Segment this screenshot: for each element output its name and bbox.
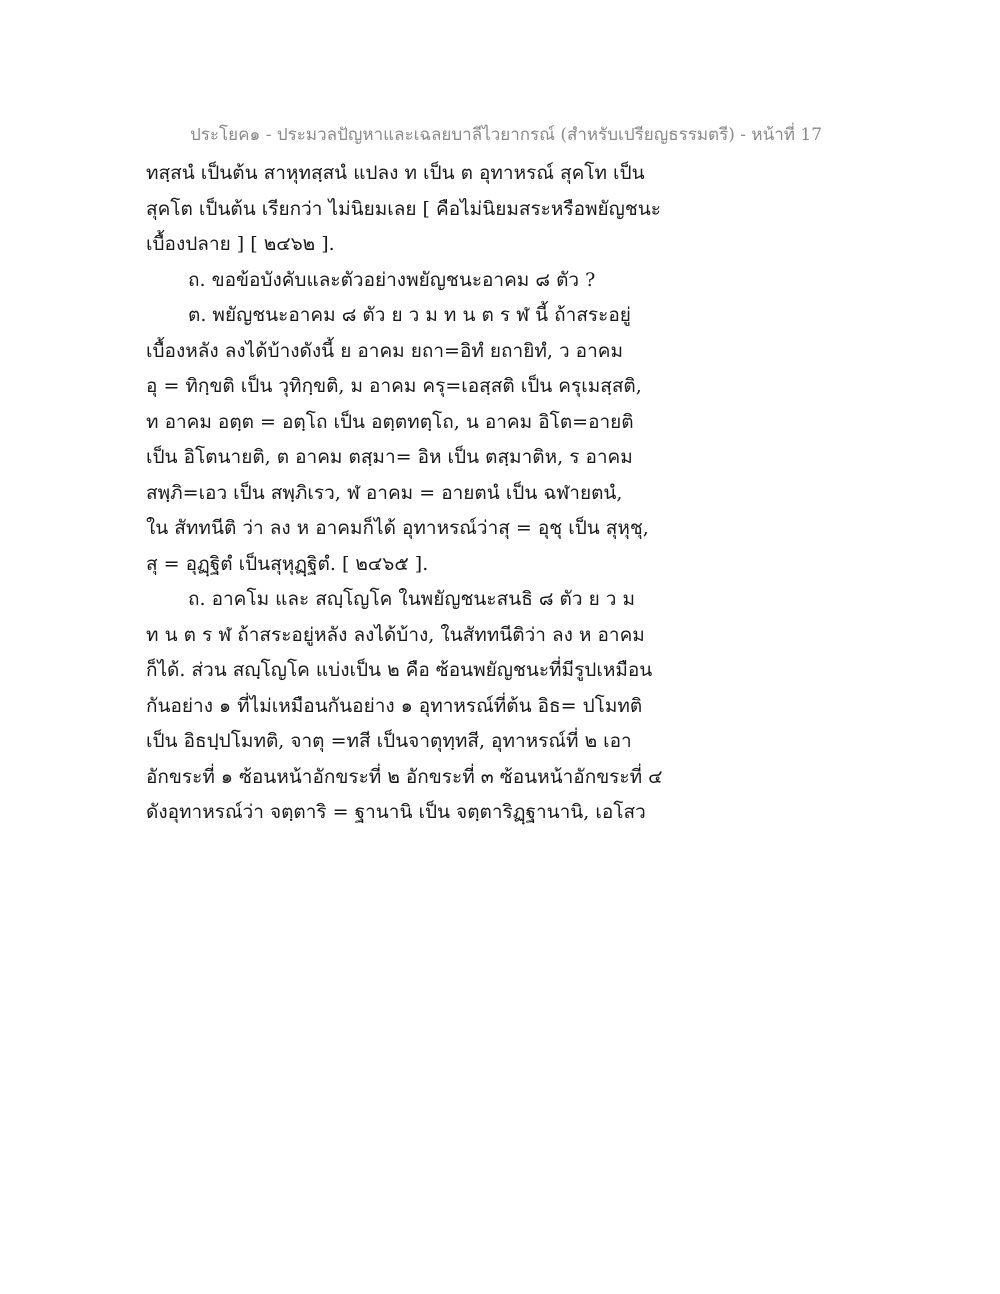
text-line	[146, 405, 706, 441]
text-line	[146, 689, 706, 725]
text-line-content: ถ. อาคโม และ สญฺโญโค ในพยัญชนะสนธิ ๘ ตัว ย ว ม	[188, 588, 635, 610]
text-line	[146, 511, 706, 547]
text-line-content: สพฺภิ=เอว เป็น สพฺภิเรว, ฬ อาคม = อายตนํ เป็น ฉฬายตนํ,	[146, 481, 623, 504]
text-line	[146, 227, 706, 263]
text-line	[146, 263, 706, 299]
text-line-content: เป็น อิธปฺปโมทติ, จาตุ =ทสี เป็นจาตุทฺทสี, อุทาหรณ์ที่ ๒ เอา	[146, 730, 632, 752]
text-line	[146, 760, 706, 796]
text-line-content: ทสฺสนํ เป็นต้น สาหุทสฺสนํ แปลง ท เป็น ต อุทาหรณ์ สุคโท เป็น	[146, 162, 645, 184]
text-line-content: ก็ได้. ส่วน สญฺโญโค แบ่งเป็น ๒ คือ ซ้อนพยัญชนะที่มีรูปเหมือน	[146, 659, 653, 681]
text-line-content: อุ = ทิกฺขติ เป็น วุทิกฺขติ, ม อาคม ครุ=เอสฺสติ เป็น ครุเมสฺสติ,	[146, 375, 642, 397]
text-line-content: กันอย่าง ๑ ที่ไม่เหมือนกันอย่าง ๑ อุทาหรณ์ที่ต้น อิธ= ปโมทติ	[146, 694, 643, 717]
text-line	[146, 156, 706, 192]
text-line-content: เบื้องหลัง ลงได้บ้างดังนี้ ย อาคม ยถา=อิทํ ยถายิทํ, ว อาคม	[146, 339, 623, 362]
text-line	[146, 440, 706, 476]
text-line	[146, 582, 706, 618]
text-line-content: ท อาคม อตฺต = อตฺโถ เป็น อตฺตทตฺโถ, น อาคม อิโต=อายติ	[146, 410, 634, 433]
text-line	[146, 369, 706, 405]
text-line-content: เบื้องปลาย ] [ ๒๔๖๒ ].	[146, 233, 335, 255]
text-line	[146, 298, 706, 334]
text-line	[146, 547, 706, 583]
text-line	[146, 724, 706, 760]
text-line	[146, 192, 706, 228]
text-line-content: ต. พยัญชนะอาคม ๘ ตัว ย ว ม ท น ต ร ฬ นี้ ถ้าสระอยู่	[188, 304, 631, 326]
text-line	[146, 653, 706, 689]
text-line-content: ใน สัททนีติ ว่า ลง ห อาคมก็ได้ อุทาหรณ์ว่าสุ = อุชุ เป็น สุหุชุ,	[146, 517, 649, 539]
text-line	[146, 795, 706, 831]
text-line-content: อักขระที่ ๑ ซ้อนหน้าอักขระที่ ๒ อักขระที่ ๓ ซ้อนหน้าอักขระที่ ๔	[146, 765, 663, 788]
text-line	[146, 334, 706, 370]
text-line-content: ถ. ขอข้อบังคับและตัวอย่างพยัญชนะอาคม ๘ ตัว ?	[188, 268, 596, 291]
page-header: ประโยค๑ - ประมวลปัญหาและเฉลยบาลีไวยากรณ์ (สำหรับเปรียญธรรมตรี) - หน้าที่ 17	[190, 125, 823, 145]
text-line-content: สุ = อุฏฺฐิตํ เป็นสุหุฏฺฐิตํ. [ ๒๔๖๕ ].	[146, 552, 429, 575]
body-text	[146, 156, 706, 831]
text-line	[146, 618, 706, 654]
text-line-content: ท น ต ร ฬ ถ้าสระอยู่หลัง ลงได้บ้าง, ในสัททนีติว่า ลง ห อาคม	[146, 623, 645, 646]
text-line-content: เป็น อิโตนายติ, ต อาคม ตสฺมา= อิห เป็น ตสฺมาติห, ร อาคม	[146, 446, 633, 468]
text-line	[146, 476, 706, 512]
text-line-content: สุคโต เป็นต้น เรียกว่า ไม่นิยมเลย [ คือไม่นิยมสระหรือพยัญชนะ	[146, 197, 661, 220]
text-line-content: ดังอุทาหรณ์ว่า จตฺตาริ = ฐานานิ เป็น จตฺตาริฏฺฐานานิ, เอโสว	[146, 801, 646, 823]
